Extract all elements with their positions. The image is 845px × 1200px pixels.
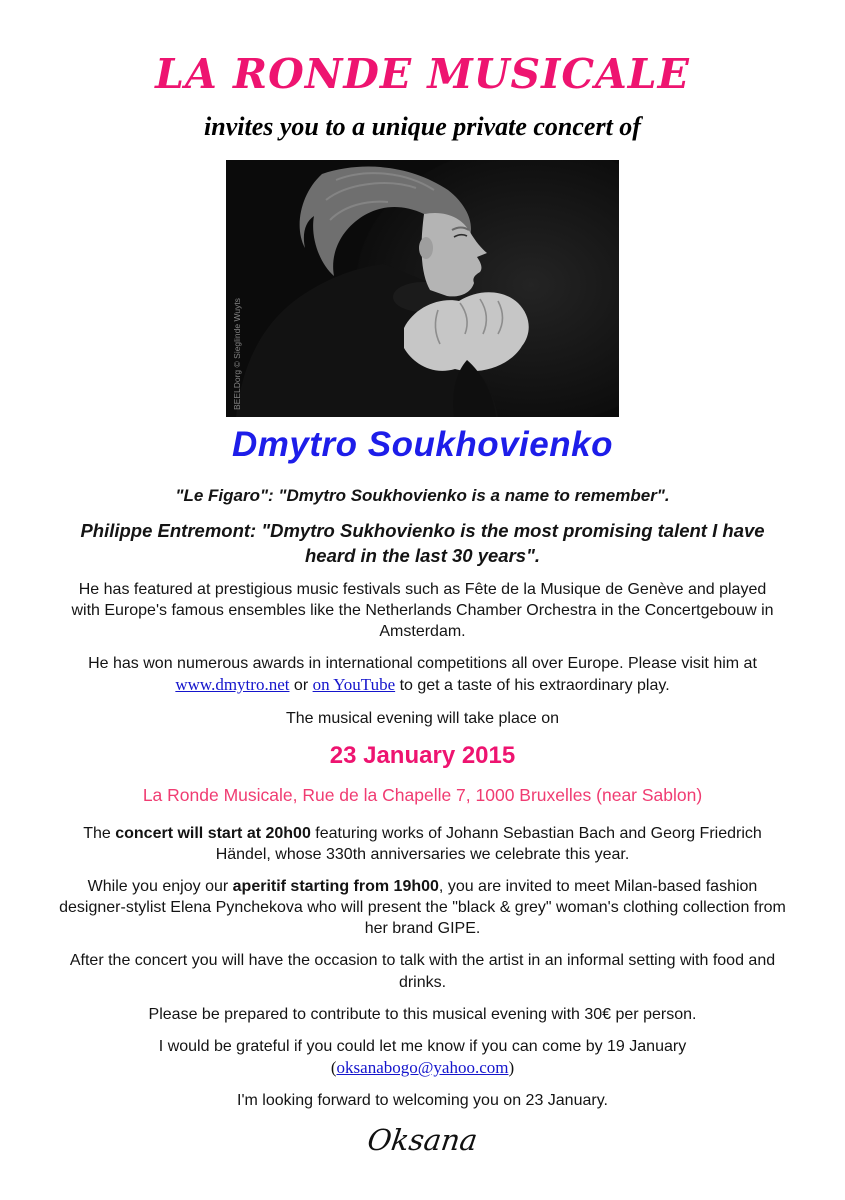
signature: Oksana bbox=[365, 1123, 480, 1158]
concert-time-bold: concert will start at 20h00 bbox=[115, 824, 311, 842]
paragraph-evening-intro: The musical evening will take place on bbox=[285, 709, 560, 727]
rsvp-paren-close: ) bbox=[508, 1057, 515, 1077]
page-title: LA RONDE MUSICALE bbox=[155, 50, 690, 98]
invitation-subtitle: invites you to a unique private concert of bbox=[204, 112, 641, 141]
rsvp-paren-open: ( bbox=[330, 1057, 337, 1077]
pianist-portrait-image bbox=[226, 160, 619, 417]
awards-text-or: or bbox=[289, 677, 313, 695]
concert-text-start: The bbox=[83, 824, 116, 842]
rsvp-text: I would be grateful if you could let me know if you can come by 19 January bbox=[158, 1037, 687, 1055]
paragraph-looking-forward: I'm looking forward to welcoming you on 23 January. bbox=[237, 1092, 608, 1110]
dmytro-website-link[interactable]: www.dmytro.net bbox=[175, 675, 290, 695]
awards-text-end: to get a taste of his extraordinary play. bbox=[395, 677, 670, 695]
paragraph-festivals: He has featured at prestigious music festivals such as Fête de la Musique de Genève and played with Europe's famous ensembles like the Netherlands Chamber Orchestra in the Concertgebouw in Amsterdam. bbox=[71, 580, 774, 641]
awards-text-start: He has won numerous awards in international competitions all over Europe. Please visit him at bbox=[88, 655, 757, 673]
paragraph-awards bbox=[58, 653, 788, 697]
paragraph-rsvp bbox=[93, 1036, 753, 1080]
event-venue: La Ronde Musicale, Rue de la Chapelle 7, 1000 Bruxelles (near Sablon) bbox=[142, 784, 703, 805]
press-quote-entremont: Philippe Entremont: "Dmytro Sukhovienko is the most promising talent I have heard in the last 30 years". bbox=[80, 520, 765, 566]
artist-name: Dmytro Soukhovienko bbox=[232, 425, 613, 464]
aperitif-time-bold: aperitif starting from 19h00 bbox=[232, 878, 439, 896]
aperitif-text-start: While you enjoy our bbox=[87, 878, 233, 896]
youtube-link[interactable]: on YouTube bbox=[312, 675, 396, 695]
aperitif-text-end: , you are invited to meet Milan-based fashion designer-stylist Elena Pynchekova who will present the "black & grey" woman's clothing collection from her brand GIPE. bbox=[59, 878, 786, 938]
artist-photo bbox=[226, 160, 619, 417]
photo-credit: BEELDorg © Sieglinde Wuyts bbox=[232, 298, 242, 410]
paragraph-concert-start bbox=[73, 823, 773, 865]
concert-text-end: featuring works of Johann Sebastian Bach and Georg Friedrich Händel, whose 330th anniversaries we celebrate this year. bbox=[215, 824, 762, 863]
press-quote-lefigaro: "Le Figaro": "Dmytro Soukhovienko is a name to remember". bbox=[175, 486, 670, 505]
paragraph-after-concert: After the concert you will have the occasion to talk with the artist in an informal setting with food and drinks. bbox=[69, 952, 776, 991]
email-link[interactable]: oksanabogo@yahoo.com bbox=[336, 1057, 509, 1077]
paragraph-contribution: Please be prepared to contribute to this musical evening with 30€ per person. bbox=[148, 1005, 697, 1023]
paragraph-aperitif bbox=[58, 876, 788, 939]
event-date: 23 January 2015 bbox=[329, 741, 516, 769]
